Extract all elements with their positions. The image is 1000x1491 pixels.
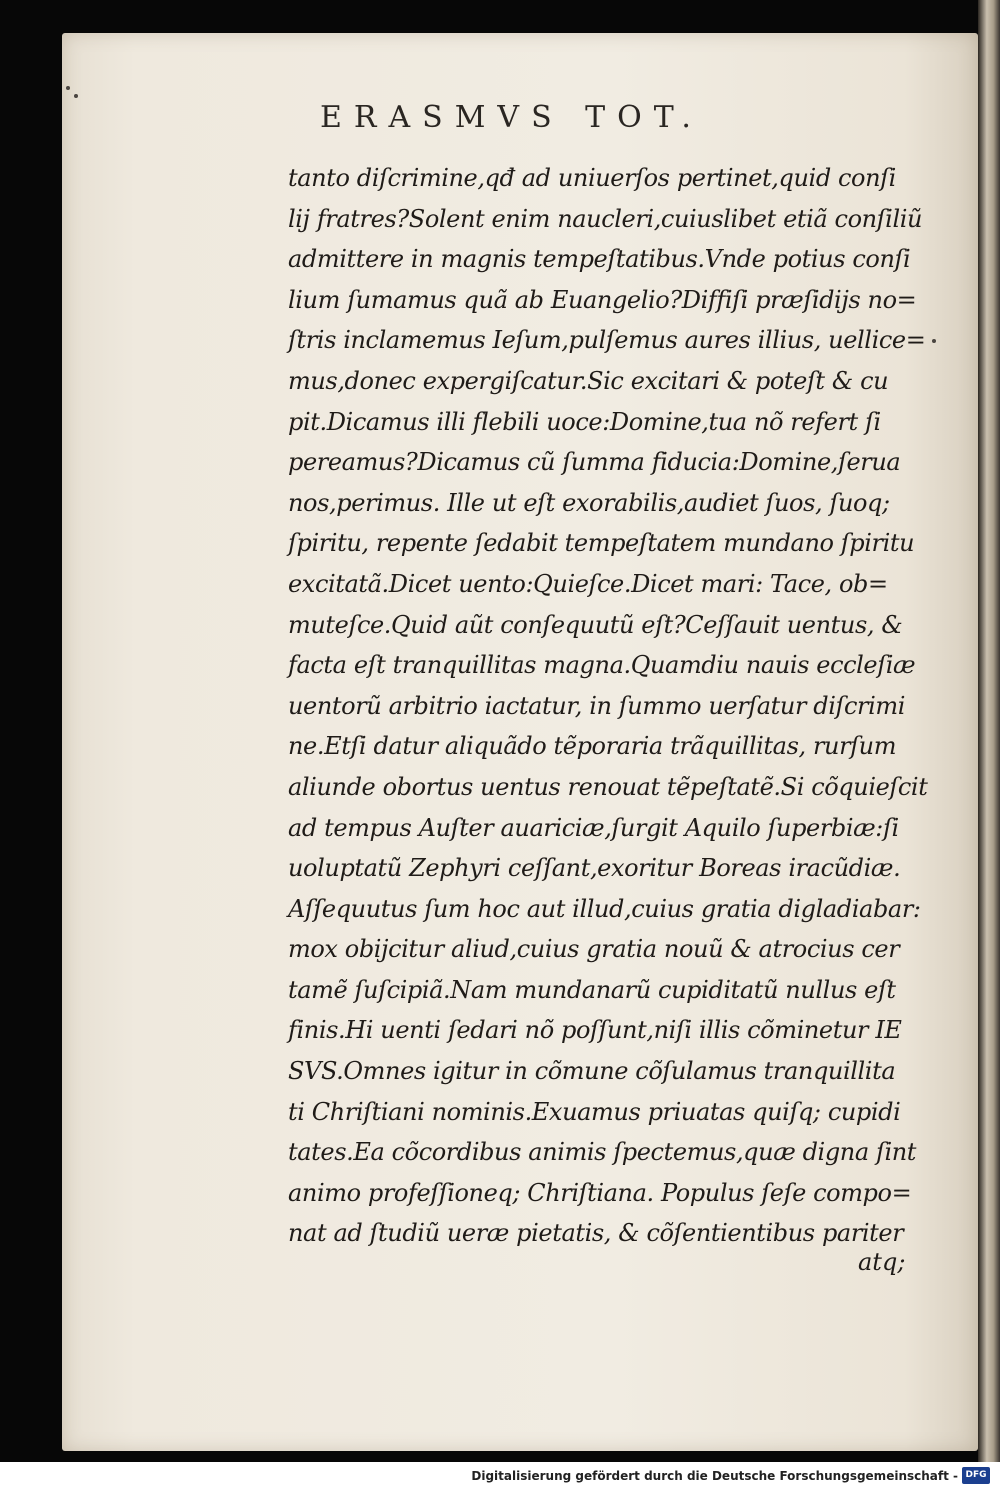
margin-mark [66,86,70,90]
text-line: facta eſt tranquillitas magna.Quamdiu nauis eccleſiæ [288,651,916,680]
text-line: ad tempus Auſter auariciæ,ſurgit Aquilo ſuperbiæ:ſi [288,813,899,842]
text-line: mox obijcitur aliud,cuius gratia nouũ & atrocius cer [288,935,900,964]
footer-bar [0,1462,1000,1491]
text-line: SVS.Omnes igitur in cõmune cõſulamus tranquillita [288,1057,896,1086]
text-line: lium ſumamus quã ab Euangelio?Diffiſi præſidijs no= [288,285,917,314]
text-line: ſpiritu, repente ſedabit tempeſtatem mundano ſpiritu [288,529,915,558]
text-line: muteſce.Quid aũt conſequutũ eſt?Ceſſauit uentus, & [288,610,903,639]
running-head: ERASMVS TOT. [320,100,703,135]
text-line: tanto diſcrimine,qđ ad uniuerſos pertinet,quid conſi [288,164,896,192]
book-edge [978,0,1000,1462]
text-line: uoluptatũ Zephyri ceſſant,exoritur Boreas iracũdiæ. [288,854,901,883]
text-line: tamẽ ſuſcipiã.Nam mundanarũ cupiditatũ nullus eſt [288,975,896,1004]
text-line: aliunde obortus uentus renouat tẽpeſtatẽ.Si cõquieſcit [288,772,928,801]
text-line: pereamus?Dicamus cũ ſumma fiducia:Domine,ſerua [288,448,901,477]
text-line: animo profeſſioneq; Chriſtiana. Populus ſeſe compo= [288,1178,912,1207]
text-line: finis.Hi uenti ſedari nõ poſſunt,niſi illis cõminetur IE [288,1016,902,1045]
text-line: Aſſequutus ſum hoc aut illud,cuius gratia digladiabar: [288,894,921,923]
text-line: nat ad ſtudiũ ueræ pietatis, & cõſentientibus pariter [288,1219,904,1248]
text-line: excitatã.Dicet uento:Quieſce.Dicet mari: Tace, ob= [288,569,888,598]
body-text [288,158,928,1254]
text-line: lij fratres?Solent enim naucleri,cuiuslibet etiã conſiliũ [288,204,923,233]
text-line: tates.Ea cõcordibus animis ſpectemus,quæ digna ſint [288,1138,917,1167]
digitization-credit: Digitalisierung gefördert durch die Deutsche Forschungsgemeinschaft - [471,1469,958,1483]
text-line: pit.Dicamus illi flebili uoce:Domine,tua nõ refert ſi [288,407,881,436]
text-line: nos,perimus. Ille ut eſt exorabilis,audiet ſuos, ſuoq; [288,488,890,517]
dfg-logo-icon: DFG [962,1467,990,1484]
text-line: ſtris inclamemus Ieſum,pulſemus aures illius, uellice= [288,326,926,355]
margin-mark [932,339,936,343]
catchword: atq; [858,1248,906,1276]
text-line: admittere in magnis tempeſtatibus.Vnde potius conſi [288,245,911,274]
margin-mark [74,94,78,98]
text-line: ne.Etſi datur aliquãdo tẽporaria trãquillitas, rurſum [288,732,897,761]
text-line: mus,donec expergiſcatur.Sic excitari & poteſt & cu [288,366,889,395]
text-line: uentorũ arbitrio iactatur, in ſummo uerſatur diſcrimi [288,691,906,720]
text-line: ti Chriſtiani nominis.Exuamus priuatas quiſq; cupidi [288,1097,901,1126]
